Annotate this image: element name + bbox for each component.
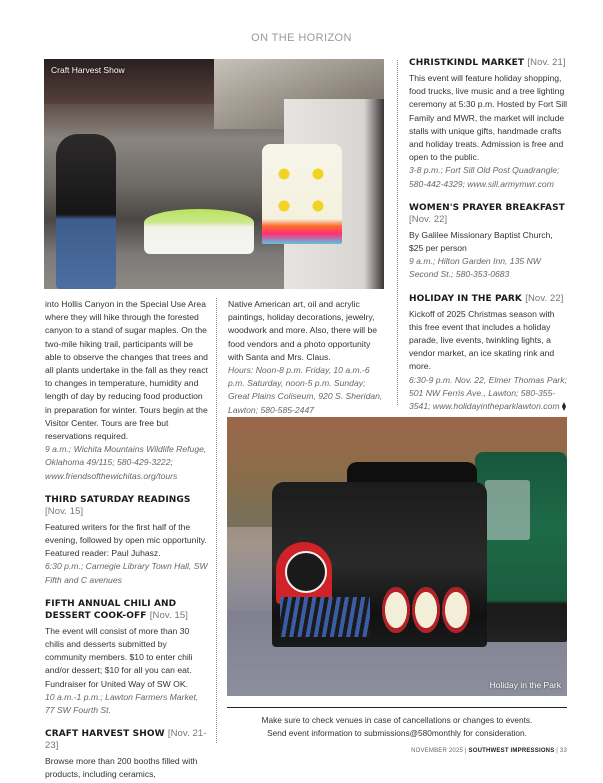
photo-cab-roof (347, 462, 477, 482)
photo-wheel (442, 587, 470, 633)
photo-caption: Holiday in the Park (489, 680, 561, 690)
page-folio (411, 748, 567, 754)
photo-red-boiler (276, 542, 332, 604)
event-description: Browse more than 200 booths filled with products, including ceramics, (45, 756, 198, 780)
event-description: By Galilee Missionary Baptist Church, $25 per person (409, 229, 553, 254)
photo-wheel (382, 587, 410, 633)
event-details: 3-8 p.m.; Fort Sill Old Post Quadrangle; 580-442-4329; www.sill.armymwr.com (409, 165, 560, 189)
event-date: [Nov. 15] (149, 609, 188, 621)
event-description: into Hollis Canyon in the Special Use Area where they will hike through the forested canyon to a stand of sugar maples. On the two-mile hiking trail, participants will be able to observe the changes that trees and all plants undertake in the fall as they react to changes in temperature, humidity and length of day by reducing food production in preparation for winter. Tours begin at the Visitor Center. Tours are free but reservations required. (45, 299, 208, 442)
event-continued-craft-harvest (228, 298, 388, 417)
event-chili-cook-off (45, 598, 210, 717)
event-holiday-in-the-park (409, 293, 569, 414)
event-description: The event will consist of more than 30 chilis and desserts submitted by community members. $10 to enter chili and/or dessert; $10 for all you can eat. Fundraiser for United Way of SW OK. (45, 625, 193, 689)
photo-car-window (485, 480, 530, 540)
folio-issue: NOVEMBER 2025 | (411, 748, 467, 754)
event-heading: CRAFT HARVEST SHOW [Nov. 21-23] (45, 728, 207, 752)
event-details: 6:30 p.m.; Carnegie Library Town Hall, SW Fifth and C avenues (45, 561, 208, 585)
photo-vendor-table (144, 209, 254, 254)
photo-wheel (412, 587, 440, 633)
event-description: Native American art, oil and acrylic paintings, holiday decorations, jewelry, woodwork and more. Also, there will be food vendors and a photo opportunity with Santa and Mrs. Claus. (228, 299, 378, 362)
event-details: 9 a.m.; Wichita Mountains Wildlife Refuge, Oklahoma 49/115; 580-429-3222; www.friendsofthewichitas.org/tours (45, 444, 207, 481)
events-column-left (45, 298, 210, 783)
notice-line-2: Send event information to submissions@580monthly for consideration. (267, 727, 527, 738)
event-heading: WOMEN'S PRAYER BREAKFAST [Nov. 22] (409, 202, 565, 225)
event-date: [Nov. 22] (525, 292, 564, 304)
event-description: Featured writers for the first half of the evening, followed by open mic opportunity. Featured reader: Paul Juhasz. (45, 521, 207, 559)
photo-caption: Craft Harvest Show (51, 65, 125, 75)
photo-train-engine (272, 482, 487, 647)
section-title: ON THE HORIZON (251, 32, 352, 44)
event-continued-wichita (45, 298, 210, 483)
column-divider (397, 60, 398, 405)
event-heading: CHRISTKINDL MARKET [Nov. 21] (409, 57, 566, 68)
event-details: 6:30-9 p.m. Nov. 22, Elmer Thomas Park; 501 NW Ferris Ave., Lawton; 580-355-3541; www.holidayintheparklawton.com ⧫ (409, 374, 567, 412)
events-column-middle (228, 298, 388, 428)
submission-notice (227, 714, 567, 739)
event-date: [Nov. 21-23] (45, 728, 207, 752)
event-heading: THIRD SATURDAY READINGS [Nov. 15] (45, 494, 191, 517)
event-christkindl-market (409, 57, 569, 191)
event-details: 9 a.m.; Hilton Garden Inn, 135 NW Second St.; 580-353-0683 (409, 256, 541, 280)
event-heading: HOLIDAY IN THE PARK [Nov. 22] (409, 292, 564, 304)
photo-blue-grill (280, 597, 370, 637)
end-mark-icon: ⧫ (561, 401, 567, 412)
event-heading: FIFTH ANNUAL CHILI AND DESSERT COOK-OFF [Nov. 15] (45, 598, 188, 621)
event-womens-prayer-breakfast (409, 202, 569, 282)
events-column-right (409, 57, 569, 424)
event-details: 10 a.m.-1 p.m.; Lawton Farmers Market, 77 SW Fourth St. (45, 691, 199, 716)
photo-green-passenger-car (475, 452, 567, 642)
event-details: Hours: Noon-8 p.m. Friday, 10 a.m.-6 p.m. Saturday, noon-5 p.m. Sunday; Great Plains Coliseum, 920 S. Sheridan, Lawton; 580-585-2447 (228, 365, 383, 415)
event-description: Kickoff of 2025 Christmas season with this free event that includes a holiday parade, live events, twinkling lights, a vendor market, an ice skating rink and more. (409, 308, 555, 372)
event-craft-harvest-show (45, 728, 210, 781)
holiday-in-the-park-photo (227, 417, 567, 696)
event-date: [Nov. 22] (409, 213, 448, 225)
photo-visitor (56, 134, 116, 289)
column-divider (216, 298, 217, 743)
horizontal-rule (227, 707, 567, 708)
photo-crochet-sweater (262, 144, 342, 244)
event-description: This event will feature holiday shopping, food trucks, live music and a tree lighting ceremony at 5:30 p.m. Hosted by Fort Sill Family and MWR, the market will include stalls with unique gifts, handmade crafts and holiday treats. Admission is free and open to the public. (409, 73, 568, 163)
event-date: [Nov. 15] (45, 505, 84, 517)
notice-line-1: Make sure to check venues in case of cancellations or changes to events. (261, 715, 533, 725)
folio-page-number: | 33 (556, 748, 567, 754)
folio-publication: SOUTHWEST IMPRESSIONS (468, 748, 555, 754)
event-date: [Nov. 21] (527, 57, 566, 68)
event-third-saturday-readings (45, 494, 210, 587)
craft-harvest-photo (44, 59, 384, 289)
